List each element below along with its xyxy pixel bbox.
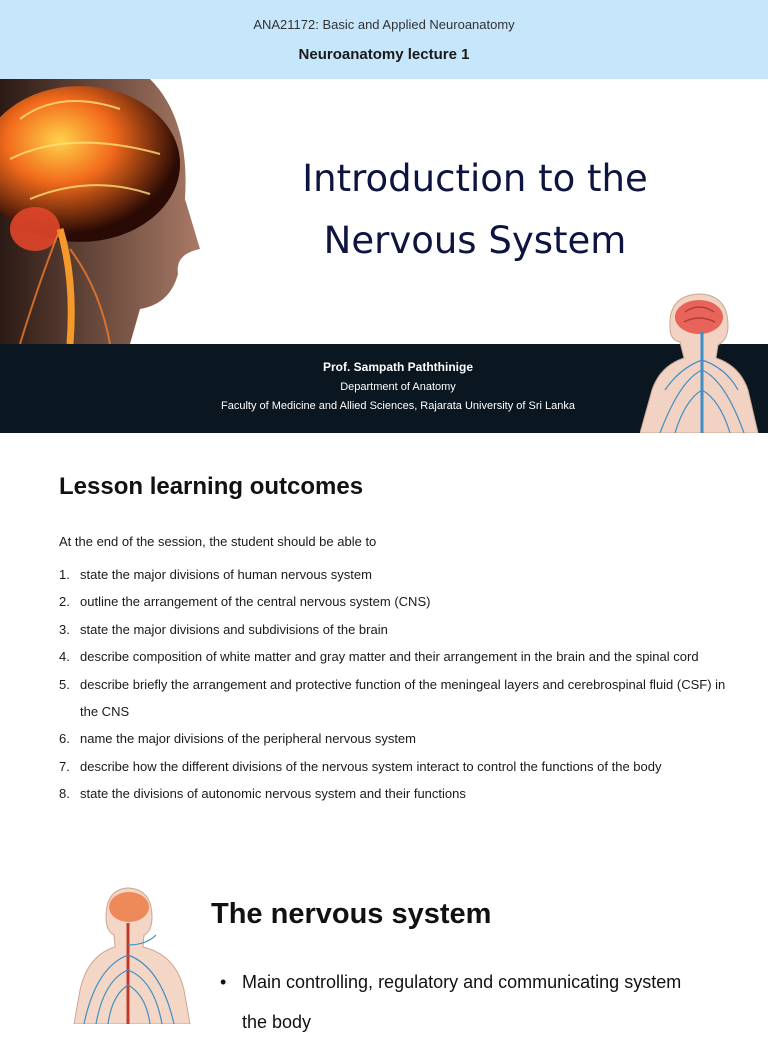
lecture-main-title-line2: Nervous System <box>323 219 627 262</box>
list-item <box>59 643 729 670</box>
nervous-system-point <box>220 962 700 1042</box>
bullet-text: Main controlling, regulatory and communicating system the body <box>242 972 682 1032</box>
item-text: state the major divisions and subdivisions of the brain <box>80 621 388 637</box>
outcomes-heading: Lesson learning outcomes <box>59 473 364 500</box>
lecture-title: Neuroanatomy lecture 1 <box>298 46 470 63</box>
course-header <box>0 0 768 79</box>
item-number: 8. <box>59 786 70 802</box>
item-text: name the major divisions of the peripheral nervous system <box>80 731 416 747</box>
item-number: 2. <box>59 594 70 610</box>
list-item <box>59 588 729 615</box>
outcomes-list <box>59 561 729 808</box>
item-text: outline the arrangement of the central nervous system (CNS) <box>80 594 431 610</box>
glowing-brain-illustration <box>0 79 215 344</box>
nervous-system-body-figure <box>66 885 201 1024</box>
nervous-system-heading: The nervous system <box>211 898 492 930</box>
item-number: 3. <box>59 621 70 637</box>
outcomes-intro: At the end of the session, the student should be able to <box>59 534 377 549</box>
item-number: 6. <box>59 731 70 747</box>
bullet-marker: • <box>220 972 227 992</box>
item-number: 1. <box>59 567 70 582</box>
item-text: describe how the different divisions of the nervous system interact to control the functions of the body <box>80 758 662 774</box>
list-item <box>59 753 729 780</box>
list-item <box>59 671 729 726</box>
nervous-system-figure-icon <box>640 290 760 433</box>
course-code: ANA21172: Basic and Applied Neuroanatomy <box>253 17 515 32</box>
item-number: 5. <box>59 676 70 692</box>
list-item <box>59 780 729 807</box>
item-text: describe composition of white matter and gray matter and their arrangement in the brain and the spinal cord <box>80 649 699 665</box>
author-faculty: Faculty of Medicine and Allied Sciences, Rajarata University of Sri Lanka <box>220 400 575 412</box>
list-item <box>59 616 729 643</box>
author-department: Department of Anatomy <box>340 381 456 393</box>
item-text: state the divisions of autonomic nervous system and their functions <box>80 786 466 802</box>
item-text: state the major divisions of human nervous system <box>80 567 372 582</box>
lecture-main-title-line1: Introduction to the <box>302 157 648 200</box>
list-item <box>59 725 729 752</box>
list-item <box>59 561 729 588</box>
item-number: 4. <box>59 649 70 665</box>
item-number: 7. <box>59 758 70 774</box>
author-name: Prof. Sampath Paththinige <box>322 360 473 374</box>
item-text: describe briefly the arrangement and protective function of the meningeal layers and cerebrospinal fluid (CSF) in the CNS <box>80 676 726 720</box>
